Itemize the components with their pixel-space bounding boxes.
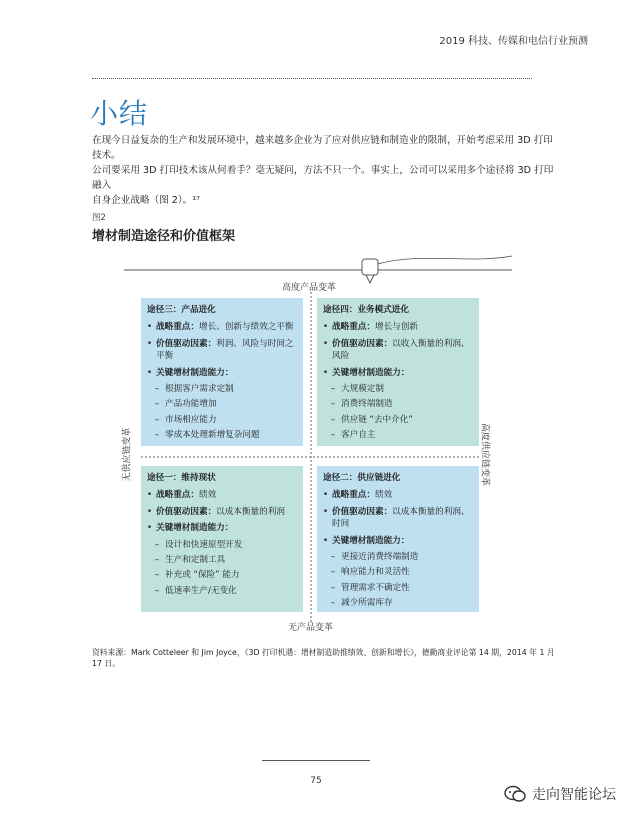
strategy-value: 绩效 xyxy=(198,490,217,501)
running-header: 2019 科技、传媒和电信行业预测 xyxy=(439,36,588,47)
axis-label-left: 无供应链变革 xyxy=(122,427,133,482)
quadrant-path-four xyxy=(317,298,479,446)
capability-list xyxy=(147,383,297,442)
strategy-value: 增长与创新 xyxy=(374,322,418,333)
capability-item: – 根据客户需求定制 xyxy=(154,384,234,395)
capability-item: – 供应链 “去中介化” xyxy=(330,414,413,425)
capability-label: 关键增材制造能力： xyxy=(156,367,234,378)
watermark-text: 走向智能论坛 xyxy=(532,787,616,803)
driver-bullet: • 价值驱动因素：以收入衡量的利润、风险 xyxy=(323,338,470,362)
capability-item: – 设计和快速原型开发 xyxy=(154,539,243,550)
figure-title: 增材制造途径和价值框架 xyxy=(92,229,236,244)
capability-item: – 补充或 “保险” 能力 xyxy=(154,570,240,581)
capability-item: – 管理需求不确定性 xyxy=(330,582,410,593)
quadrant-path-two xyxy=(317,466,479,612)
intro-line: 自身企业战略（图 2）。¹⁷ xyxy=(92,195,200,206)
strategy-label: 战略重点： xyxy=(156,490,199,501)
capability-list xyxy=(323,383,473,442)
strategy-label: 战略重点： xyxy=(332,490,375,501)
driver-bullet: • 价值驱动因素：以成本衡量的利润 xyxy=(147,506,285,517)
capability-item: – 消费终端制造 xyxy=(330,399,393,410)
capability-label: 关键增材制造能力： xyxy=(332,367,410,378)
driver-label: 价值驱动因素： xyxy=(332,338,393,349)
capability-item: – 响应能力和灵活性 xyxy=(330,567,410,578)
driver-bullet: • 价值驱动因素：以成本衡量的利润、时间 xyxy=(323,506,470,530)
axis-label-top: 高度产品变革 xyxy=(282,283,337,293)
strategy-label: 战略重点： xyxy=(156,322,199,333)
driver-label: 价值驱动因素： xyxy=(156,506,217,517)
capability-label: 关键增材制造能力： xyxy=(156,523,234,534)
capability-item: – 生产和定制工具 xyxy=(154,555,226,566)
driver-bullet: • 价值驱动因素：利润、风险与时间之平衡 xyxy=(147,338,294,362)
figure-graphics xyxy=(0,250,632,630)
capability-list xyxy=(147,539,297,598)
intro-line: 公司要采用 3D 打印技术该从何着手？毫无疑问，方法不只一个。事实上，公司可以采用多个途径将 3D 打印融入 xyxy=(92,165,554,191)
driver-value: 以成本衡量的利润 xyxy=(216,506,285,517)
dotted-divider xyxy=(92,78,532,79)
capability-list xyxy=(323,551,473,610)
strategy-label: 战略重点： xyxy=(332,322,375,333)
footer-divider xyxy=(262,760,370,761)
intro-paragraph xyxy=(92,133,562,208)
strategy-bullet: • 战略重点：增长与创新 xyxy=(323,322,418,333)
driver-label: 价值驱动因素： xyxy=(156,338,217,349)
capability-bullet: • 关键增材制造能力： xyxy=(323,367,473,379)
capability-item: – 更接近消费终端制造 xyxy=(330,552,419,563)
axis-label-bottom: 无产品变革 xyxy=(288,623,334,633)
capability-item: – 市场相应能力 xyxy=(154,414,217,425)
quadrant-path-one xyxy=(141,466,303,612)
quadrant-title: 途径三：产品进化 xyxy=(147,305,216,315)
axis-label-right: 高度供应链变革 xyxy=(479,422,490,486)
strategy-value: 增长、创新与绩效之平衡 xyxy=(198,322,294,333)
capability-bullet: • 关键增材制造能力： xyxy=(323,535,473,547)
capability-item: – 大规模定制 xyxy=(330,384,384,395)
wechat-icon xyxy=(504,785,526,803)
capability-item: – 产品功能增加 xyxy=(154,399,217,410)
driver-value: 以收入衡量的利润、风险 xyxy=(332,338,470,362)
figure-label: 图2 xyxy=(92,213,106,223)
capability-bullet: • 关键增材制造能力： xyxy=(147,367,297,379)
section-title: 小结 xyxy=(90,97,149,130)
driver-label: 价值驱动因素： xyxy=(332,506,393,517)
quadrant-title: 途径二：供应链进化 xyxy=(323,473,401,483)
intro-line: 在现今日益复杂的生产和发展环境中，越来越多企业为了应对供应链和制造业的限制，开始考虑采用 3D 打印技术。 xyxy=(92,135,553,161)
strategy-bullet: • 战略重点：绩效 xyxy=(147,490,217,501)
watermark xyxy=(504,784,616,804)
capability-item: – 低速率生产/无变化 xyxy=(154,585,237,596)
quadrant-title: 途径四：业务模式进化 xyxy=(323,305,409,315)
capability-item: – 减少所需库存 xyxy=(330,598,393,609)
driver-value: 利润、风险与时间之平衡 xyxy=(156,338,294,362)
figure-source: 资料来源：Mark Cotteleer 和 Jim Joyce，《3D 打印机遇：增材制造助推绩效、创新和增长》，德勤商业评论第 14 期，2014 年 1 月 17 日。 xyxy=(92,648,555,668)
strategy-bullet: • 战略重点：增长、创新与绩效之平衡 xyxy=(147,322,294,333)
quadrant-path-three xyxy=(141,298,303,446)
capability-bullet: • 关键增材制造能力： xyxy=(147,522,297,534)
driver-value: 以成本衡量的利润、时间 xyxy=(332,506,470,530)
capability-item: – 客户自主 xyxy=(330,430,376,441)
capability-item: – 零成本处理新增复杂问题 xyxy=(154,430,260,441)
capability-label: 关键增材制造能力： xyxy=(332,535,410,546)
strategy-bullet: • 战略重点：绩效 xyxy=(323,490,393,501)
quadrant-title: 途径一：维持现状 xyxy=(147,473,216,483)
page-number: 75 xyxy=(310,776,322,786)
strategy-value: 绩效 xyxy=(374,490,393,501)
